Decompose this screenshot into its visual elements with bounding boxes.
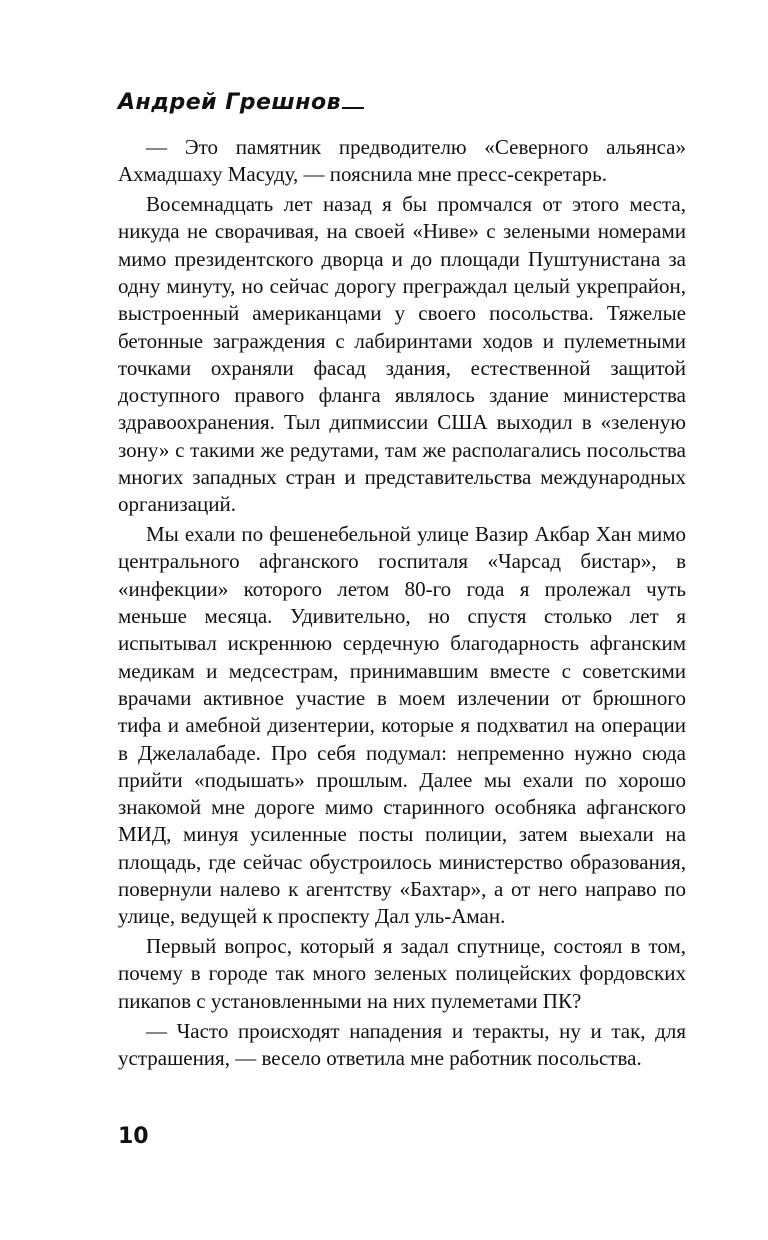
paragraph-3: Мы ехали по фешенебельной улице Вазир Акбар Хан мимо центрального афганского госпиталя «Чарсад бистар», в «инфекции» которого летом 80-го года я пролежал чуть меньше месяца. Удивительно, но спустя столько лет я испытывал искреннюю сердечную благодарность афганским медикам и медсестрам, принимавшим вместе с советскими врачами активное участие в моем излечении от брюшного тифа и амебной дизентерии, которые я подхватил на операции в Джелалабаде. Про себя подумал: непременно нужно сюда прийти «подышать» прошлым. Далее мы ехали по хорошо знакомой мне дороге мимо старинного особняка афганского МИД, минуя усиленные посты полиции, затем выехали на площадь, где сейчас обустроилось министерство образования, повернули налево к агентству «Бахтар», а от него направо по улице, ведущей к проспекту Дал уль-Аман.: [118, 522, 686, 929]
page-number: 10: [118, 1124, 149, 1149]
running-header: [118, 90, 364, 115]
paragraph-4: Первый вопрос, который я задал спутнице, состоял в том, почему в городе так много зеленых полицейских фордовских пикапов с установленными на них пулеметами ПК?: [118, 934, 686, 1013]
paragraph-2: Восемнадцать лет назад я бы промчался от этого места, никуда не сворачивая, на своей «Ниве» с зелеными номерами мимо президентского дворца и до площади Пуштунистана за одну минуту, но сейчас дорогу преграждал целый укрепрайон, выстроенный американцами у своего посольства. Тяжелые бетонные заграждения с лабиринтами ходов и пулеметными точками охраняли фасад здания, естественной защитой доступного правого фланга являлось здание министерства здравоохранения. Тыл дипмиссии США выходил в «зеленую зону» с такими же редутами, там же располагались посольства многих западных стран и представительства международных организаций.: [118, 192, 686, 517]
author-name: Андрей Грешнов: [118, 90, 342, 115]
paragraph-5: — Часто происходят нападения и теракты, ну и так, для устрашения, — весело ответила мне работник посольства.: [118, 1018, 686, 1070]
body-text: [118, 134, 686, 1075]
paragraph-1: — Это памятник предводителю «Северного альянса» Ахмадшаху Масуду, — пояснила мне пресс-секретарь.: [118, 135, 686, 187]
header-rule: [342, 107, 364, 109]
